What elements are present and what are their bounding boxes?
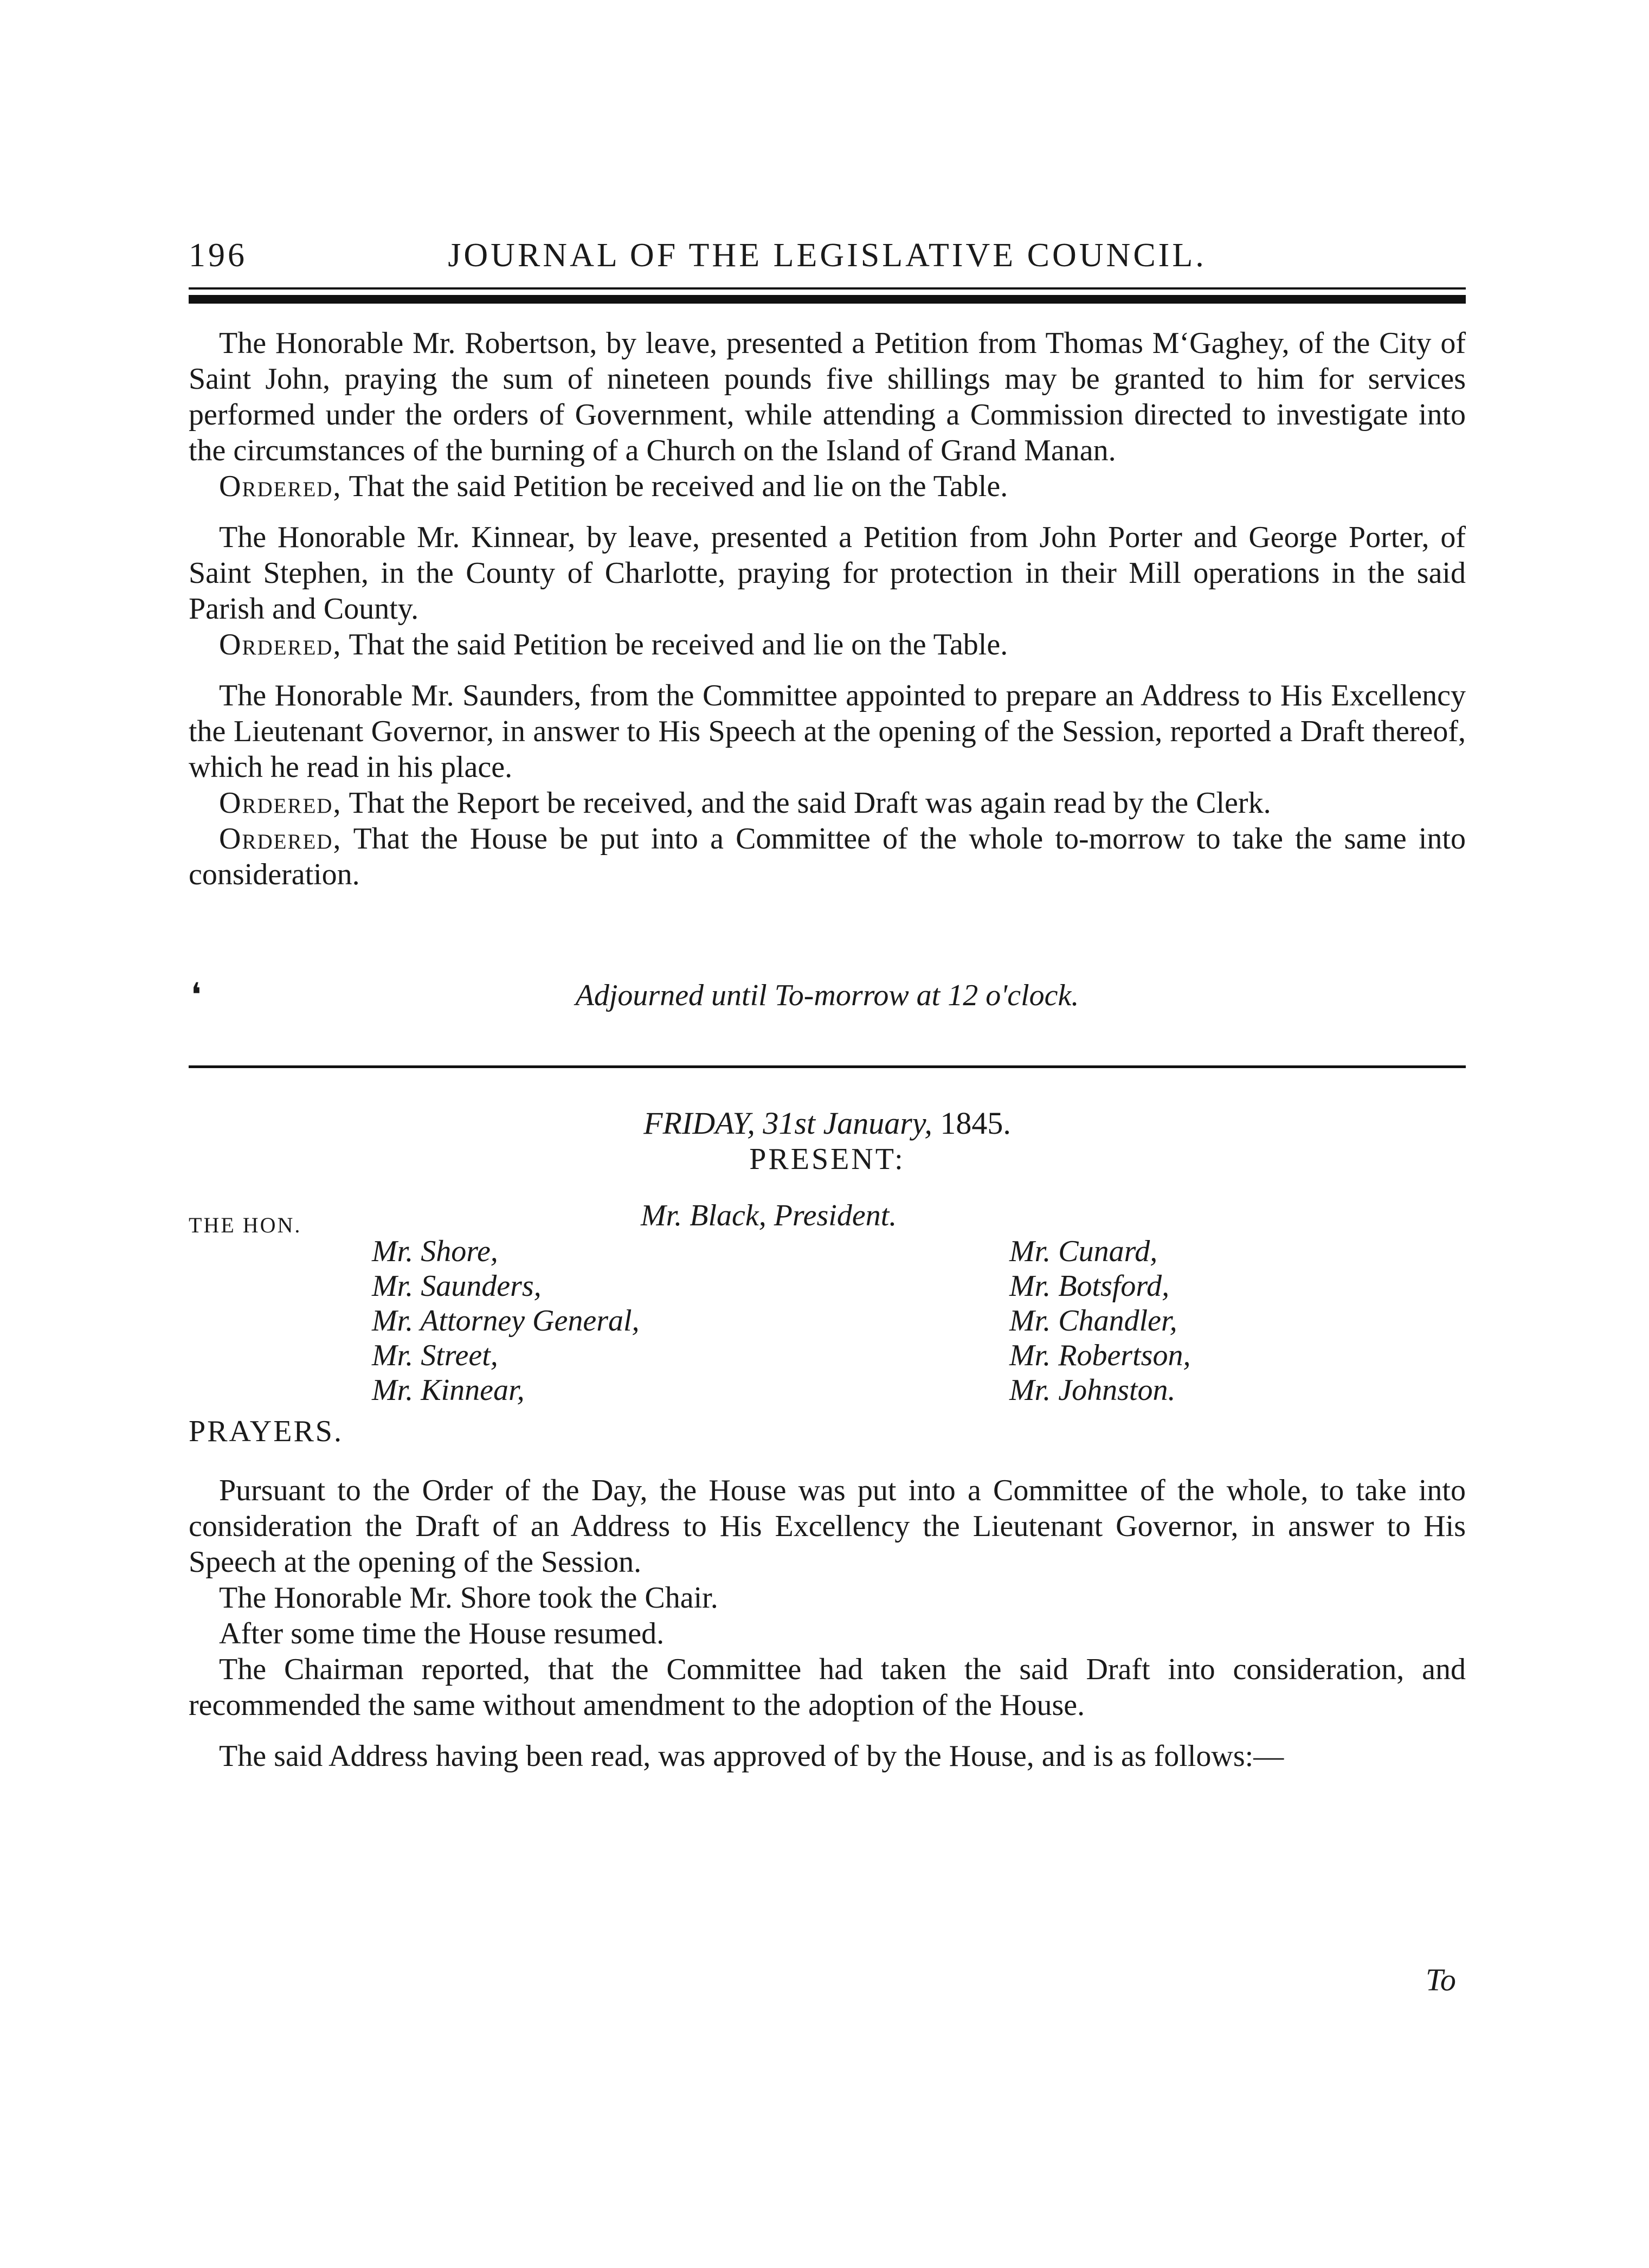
ink-mark: ❛ [191, 977, 202, 1013]
member-name: Mr. Kinnear, [372, 1373, 525, 1407]
the-hon-label: THE HON. [189, 1213, 302, 1237]
member-name: Mr. Street, [372, 1339, 498, 1372]
present-heading: PRESENT: [749, 1142, 905, 1176]
ordered-label: Ordered, [219, 786, 342, 820]
section-divider-rule [189, 1065, 1466, 1068]
sitting-date [189, 1105, 1466, 1141]
ordered-label: Ordered, [219, 822, 342, 856]
members-right-column [1009, 1234, 1190, 1408]
paragraph-order-of-day: Pursuant to the Order of the Day, the House was put into a Committee of the whole, to take into consideration the Draft of an Address to His Excellency the Lieutenant Governor, in answer to His Speech at the opening of the Session. [189, 1474, 1466, 1579]
order-text: That the House be put into a Committee of the whole to-morrow to take the same into consideration. [189, 822, 1466, 891]
member-name: Mr. Saunders, [372, 1269, 542, 1303]
order-2 [189, 627, 1466, 663]
header-rule-thick [189, 295, 1466, 304]
member-name: Mr. Botsford, [1009, 1269, 1170, 1303]
member-name: Mr. Robertson, [1009, 1339, 1191, 1372]
ordered-label: Ordered, [219, 628, 342, 661]
header-rule-thin [189, 287, 1466, 290]
order-text: That the said Petition be received and lie on the Table. [349, 628, 1008, 661]
paragraph-address-approved: The said Address having been read, was approved of by the House, and is as follows:— [219, 1739, 1284, 1773]
paragraph-resumed: After some time the House resumed. [219, 1617, 665, 1650]
page-header [189, 236, 1466, 280]
paragraph-robertson-petition: The Honorable Mr. Robertson, by leave, presented a Petition from Thomas M‘Gaghey, of the City of Saint John, praying the sum of nineteen pounds five shillings may be granted to him for services performed under the orders of Government, while attending a Commission directed to investigate into the circumstances of the burning of a Church on the Island of Grand Manan. [189, 326, 1466, 467]
section-proceedings-2 [189, 1473, 1466, 1774]
section-proceedings-1 [189, 325, 1466, 892]
order-4 [189, 821, 1466, 892]
order-1 [189, 468, 1466, 504]
sitting-year: 1845. [940, 1106, 1011, 1141]
sitting-date-text: 31st January, [763, 1106, 932, 1141]
member-name: Mr. Johnston. [1009, 1373, 1176, 1407]
order-3 [189, 785, 1466, 821]
member-name: Mr. Chandler, [1009, 1304, 1177, 1338]
member-name: Mr. Shore, [372, 1235, 498, 1268]
adjournment-line: Adjourned until To-morrow at 12 o'clock. [575, 979, 1079, 1012]
prayers-heading: PRAYERS. [189, 1415, 343, 1448]
page-number: 196 [189, 237, 247, 274]
paragraph-chairman-report: The Chairman reported, that the Committee had taken the said Draft into consideration, and recommended the same without amendment to the adoption of the House. [189, 1653, 1466, 1722]
member-name: Mr. Cunard, [1009, 1235, 1158, 1268]
ordered-label: Ordered, [219, 470, 342, 503]
paragraph-kinnear-petition: The Honorable Mr. Kinnear, by leave, presented a Petition from John Porter and George Porter, of Saint Stephen, in the County of Charlotte, praying for protection in their Mill operations in the said Parish and County. [189, 521, 1466, 626]
order-text: That the said Petition be received and lie on the Table. [349, 470, 1008, 503]
catchword: To [1426, 1962, 1456, 1997]
president-name: Mr. Black, President. [641, 1199, 897, 1232]
paragraph-saunders-report: The Honorable Mr. Saunders, from the Committee appointed to prepare an Address to His Excellency the Lieutenant Governor, in answer to His Speech at the opening of the Session, reported a Draft thereof, which he read in his place. [189, 679, 1466, 784]
paragraph-chair: The Honorable Mr. Shore took the Chair. [219, 1581, 718, 1615]
sitting-day: FRIDAY, [643, 1106, 755, 1141]
members-left-column [372, 1234, 640, 1408]
running-title: JOURNAL OF THE LEGISLATIVE COUNCIL. [448, 237, 1207, 274]
order-text: That the Report be received, and the said Draft was again read by the Clerk. [349, 786, 1271, 820]
member-name: Mr. Attorney General, [372, 1304, 640, 1338]
